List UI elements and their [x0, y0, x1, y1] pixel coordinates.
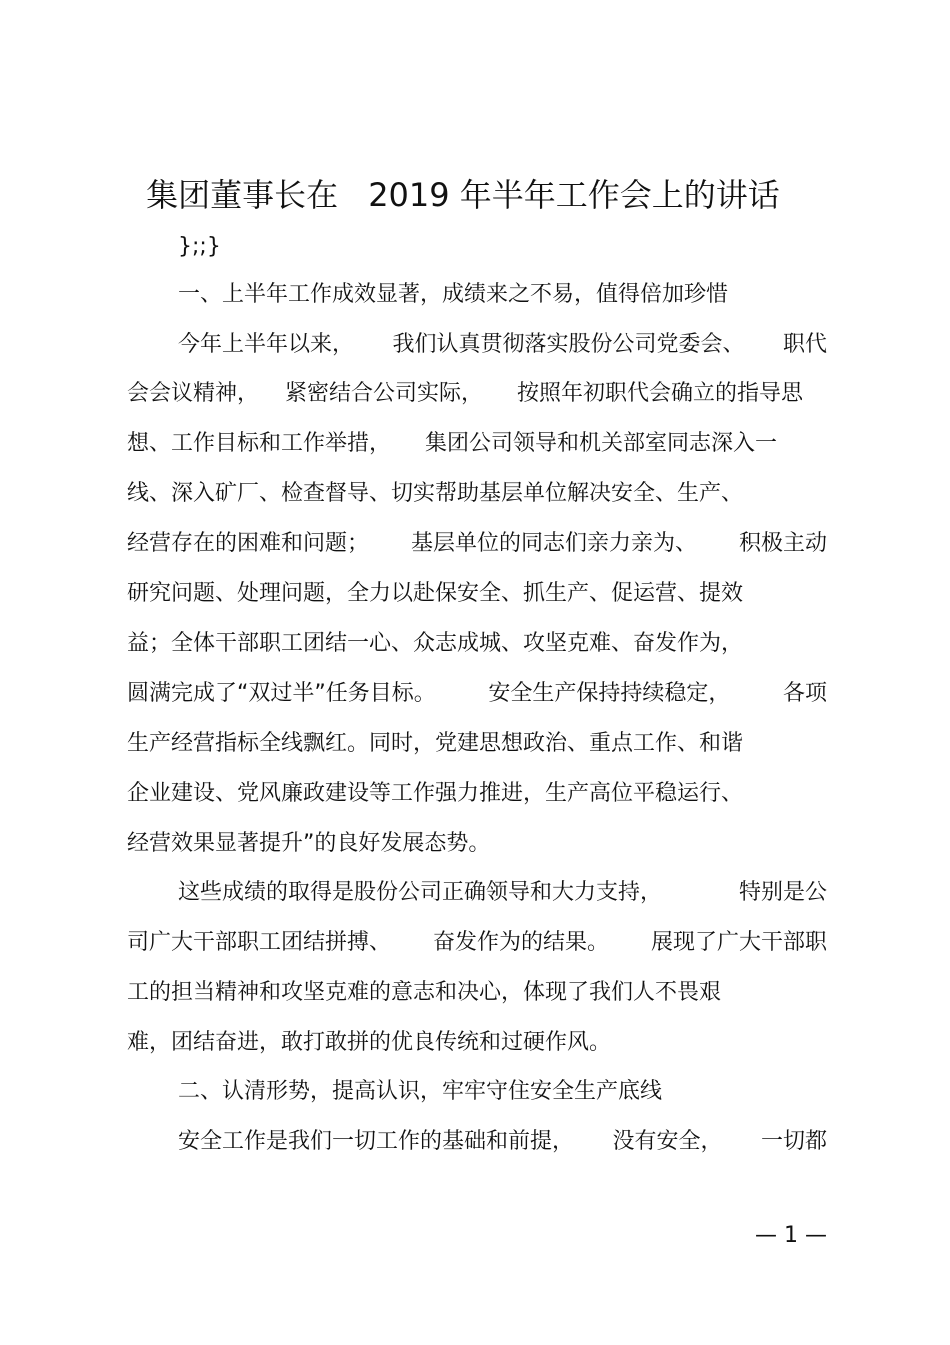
text-line: 这些成绩的取得是股份公司正确领导和大力支持， 特别是公 — [178, 880, 827, 905]
document-title — [0, 172, 926, 218]
text-line: 安全工作是我们一切工作的基础和前提， 没有安全， 一切都 — [178, 1129, 827, 1154]
text-line: 司广大干部职工团结拼搏、 奋发作为的结果。 展现了广大干部职 — [127, 930, 827, 955]
text-line: };;} — [178, 234, 221, 259]
text-line: 难，团结奋进，敢打敢拼的优良传统和过硬作风。 — [127, 1030, 612, 1055]
section-heading: 二、认清形势，提高认识，牢牢守住安全生产底线 — [178, 1079, 663, 1104]
text-line: 研究问题、处理问题，全力以赴保安全、抓生产、促运营、提效 — [127, 581, 744, 606]
text-line: 经营存在的困难和问题； 基层单位的同志们亲力亲为、 积极主动 — [127, 531, 827, 556]
title-part-2: 2019 年半年工作会上的讲话 — [368, 176, 780, 214]
text-line: 今年上半年以来， 我们认真贯彻落实股份公司党委会、 职代 — [178, 332, 827, 357]
text-line: 企业建设、党风廉政建设等工作强力推进，生产高位平稳运行、 — [127, 781, 744, 806]
page-number: — 1 — — [755, 1223, 827, 1248]
section-heading: 一、上半年工作成效显著，成绩来之不易，值得倍加珍惜 — [178, 282, 729, 307]
text-line: 生产经营指标全线飘红。同时，党建思想政治、重点工作、和谐 — [127, 731, 744, 756]
text-line: 圆满完成了“双过半”任务目标。 安全生产保持持续稳定， 各项 — [127, 681, 827, 706]
text-line: 会会议精神， 紧密结合公司实际， 按照年初职代会确立的指导思 — [127, 381, 804, 406]
text-line: 益；全体干部职工团结一心、众志成城、攻坚克难、奋发作为， — [127, 631, 744, 656]
title-part-1: 集团董事长在 — [146, 176, 339, 214]
text-line: 线、深入矿厂、检查督导、切实帮助基层单位解决安全、生产、 — [127, 481, 744, 506]
text-line: 想、工作目标和工作举措， 集团公司领导和机关部室同志深入一 — [127, 431, 778, 456]
text-line: 经营效果显著提升”的良好发展态势。 — [127, 831, 491, 856]
text-line: 工的担当精神和攻坚克难的意志和决心，体现了我们人不畏艰 — [127, 980, 722, 1005]
